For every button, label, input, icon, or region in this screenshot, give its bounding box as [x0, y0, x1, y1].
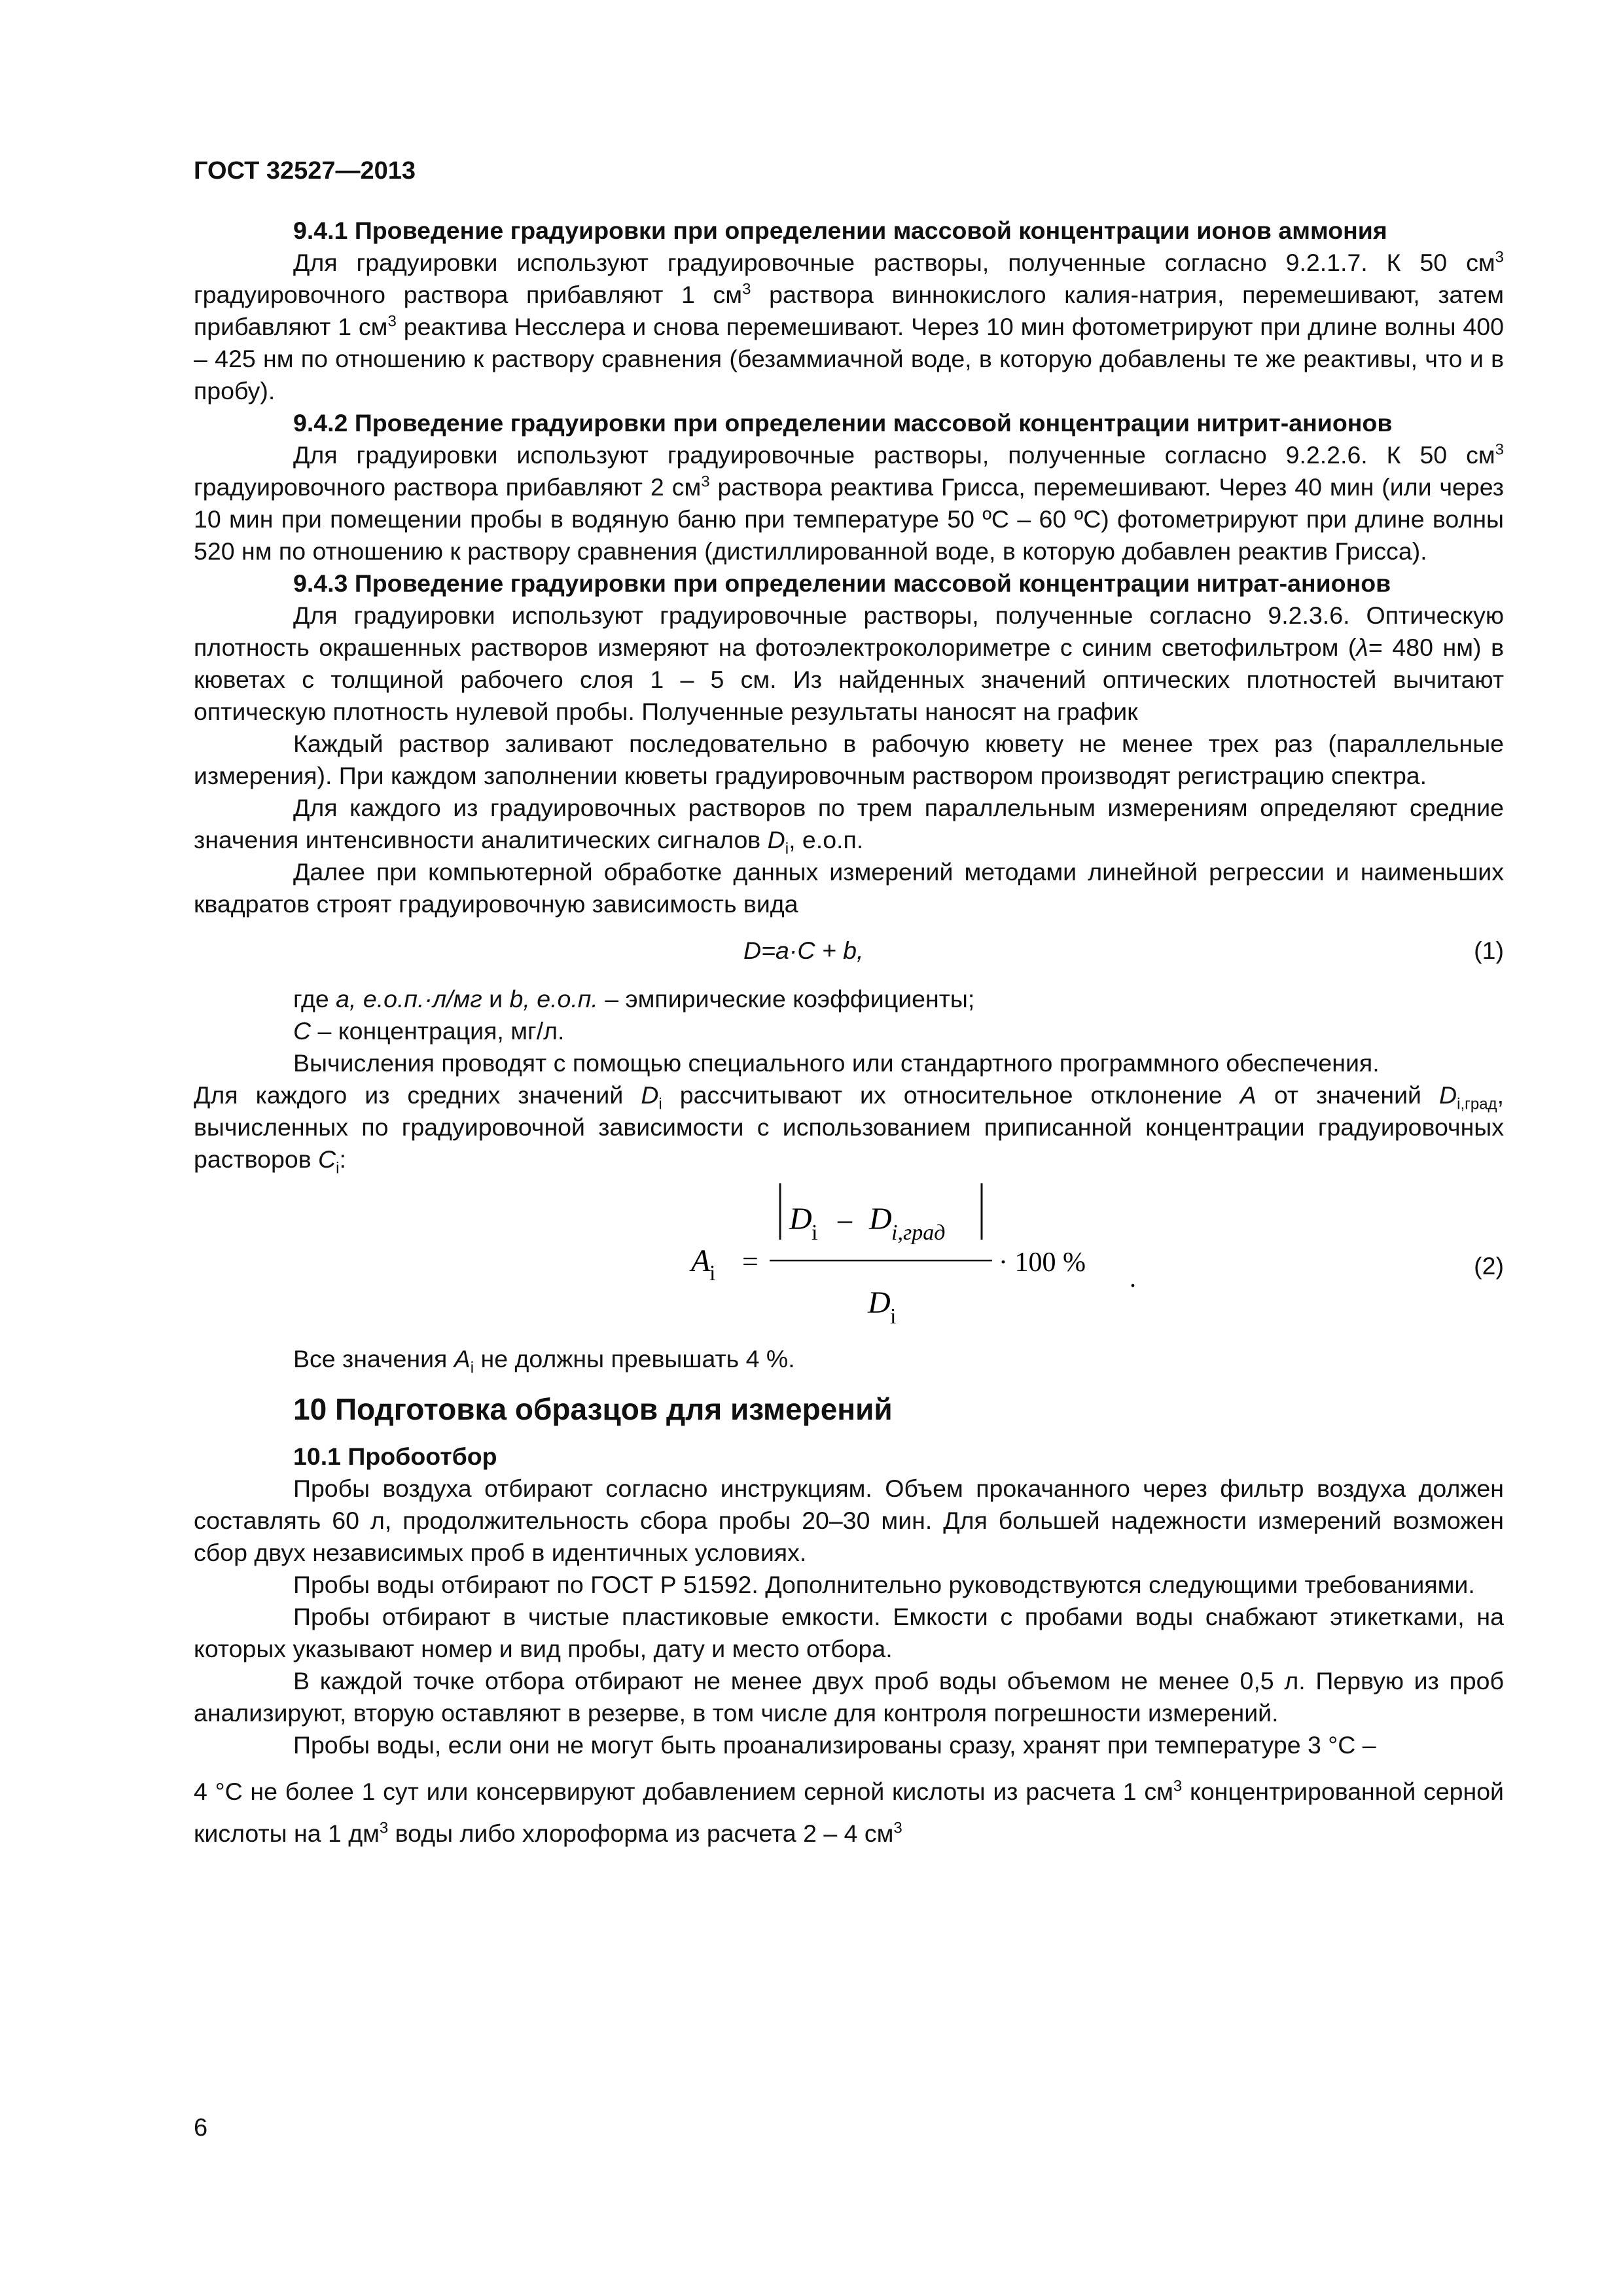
- paragraph-storage: Пробы воды, если они не могут быть проанализированы сразу, хранят при температуре 3 °С –: [293, 1731, 1376, 1759]
- superscript: 3: [1495, 440, 1504, 459]
- formula-2-lhs: A: [691, 1244, 711, 1278]
- page-content: [194, 215, 1504, 1854]
- text: Для градуировки используют градуировочные растворы, полученные согласно 9.2.3.6. Оптическую плотность окрашенных растворов измеряют на фотоэлектроколориметре с синим светофильтром (: [194, 601, 1504, 661]
- paragraph-containers: Пробы отбирают в чистые пластиковые емкости. Емкости с пробами воды снабжают этикетками, на которых указывают номер и вид пробы, дату и место отбора.: [194, 1603, 1504, 1662]
- formula-2-den-d: D: [868, 1285, 891, 1320]
- superscript: 3: [387, 312, 397, 331]
- heading-9-4-3: 9.4.3 Проведение градуировки при определении массовой концентрации нитрат-анионов: [293, 569, 1391, 597]
- formula-2-multiplier: · 100 %: [999, 1247, 1086, 1278]
- text: = 480 нм) в кюветах с толщиной рабочего слоя 1 – 5 см. Из найденных значений оптических плотностей вычитают оптическую плотность нулевой пробы. Полученные результаты наносят на график: [194, 634, 1504, 725]
- text: Для каждого из градуировочных растворов по трем параллельным измерениям определяют средние значения интенсивности аналитических сигналов: [194, 794, 1504, 853]
- symbol-d: D: [641, 1081, 659, 1109]
- formula-2-num-sub1: i: [812, 1221, 818, 1245]
- text: раствора реактива Грисса, перемешивают. Через 40 мин (или через 10 мин при помещении пробы в водяную баню при температуре 50 ºС – 60 ºС) фотометрируют при длине волны 520 нм по отношению к раствору сравнения (дистиллированной воде, в которую добавлен реактив Грисса).: [194, 473, 1504, 565]
- text-italic: b, е.о.п.: [509, 985, 598, 1013]
- text: не должны превышать 4 %.: [474, 1345, 795, 1372]
- subsection-10-1-title: 10.1 Пробоотбор: [293, 1443, 497, 1470]
- paragraph-deviation: [194, 1079, 1504, 1175]
- formula-2-num-d2: D: [869, 1202, 892, 1236]
- subscript: i,град: [1457, 1095, 1497, 1113]
- text: раствора виннокислого калия-натрия, перемешивают, затем прибавляют 1 см: [194, 281, 1504, 340]
- lambda-symbol: λ: [1356, 634, 1368, 661]
- symbol-d: D: [1439, 1081, 1457, 1109]
- superscript: 3: [1173, 1777, 1183, 1795]
- formula-2-num-d1: D: [789, 1202, 812, 1236]
- paragraph-sampling-point: В каждой точке отбора отбирают не менее двух проб воды объемом не менее 0,5 л. Первую из проб анализируют, вторую оставляют в резерве, в том числе для контроля погрешности измерений.: [194, 1667, 1504, 1727]
- text: Для градуировки используют градуировочные растворы, полученные согласно 9.2.1.7. К 50 см: [293, 249, 1495, 276]
- paragraph-where-coefficients: [194, 983, 1504, 1015]
- text: Для градуировки используют градуировочные растворы, полученные согласно 9.2.2.6. К 50 см: [293, 441, 1495, 469]
- heading-9-4-1: 9.4.1 Проведение градуировки при определении массовой концентрации ионов аммония: [293, 217, 1387, 244]
- formula-2-minus: –: [838, 1204, 852, 1236]
- paragraph-all-values: [194, 1343, 1504, 1375]
- paragraph-software: Вычисления проводят с помощью специального или стандартного программного обеспечения.: [293, 1049, 1380, 1077]
- formula-2-lhs-subscript: i: [709, 1261, 716, 1285]
- text: – концентрация, мг/л.: [311, 1017, 565, 1045]
- text: и: [482, 985, 510, 1013]
- symbol-d: D: [767, 826, 785, 853]
- symbol-c: С: [318, 1145, 336, 1173]
- paragraph-where-concentration: [194, 1015, 1504, 1047]
- text: Все значения: [293, 1345, 454, 1372]
- superscript: 3: [893, 1819, 902, 1837]
- text: , е.о.п.: [789, 826, 864, 853]
- text: Для каждого из средних значений: [194, 1081, 641, 1109]
- text: градуировочного раствора прибавляют 1 см: [194, 281, 743, 308]
- page-number: 6: [194, 2114, 208, 2142]
- paragraph-mean-values: [194, 792, 1504, 856]
- text: градуировочного раствора прибавляют 2 см: [194, 473, 702, 501]
- formula-2: [194, 1175, 1504, 1343]
- paragraph-9-4-2: [194, 439, 1504, 567]
- text: где: [293, 985, 336, 1013]
- symbol-a: А: [1240, 1081, 1257, 1109]
- formula-2-number: (2): [1474, 1252, 1504, 1280]
- superscript: 3: [1495, 248, 1504, 266]
- paragraph-9-4-1: [194, 247, 1504, 407]
- document-code: ГОСТ 32527—2013: [194, 157, 416, 185]
- text: реактива Несслера и снова перемешивают. Через 10 мин фотометрируют при длине волны 400 – 425 нм по отношению к раствору сравнения (безаммиачной воде, в которую добавлены те же реактивы, что и в пробу).: [194, 313, 1504, 404]
- paragraph-regression: Далее при компьютерной обработке данных измерений методами линейной регрессии и наименьших квадратов строят градуировочную зависимость вида: [194, 858, 1504, 918]
- formula-2-svg: [194, 1175, 1372, 1343]
- text: :: [339, 1145, 346, 1173]
- text: воды либо хлороформа из расчета 2 – 4 см: [388, 1820, 894, 1847]
- paragraph-parallel-measurements: Каждый раствор заливают последовательно в рабочую кювету не менее трех раз (параллельные измерения). При каждом заполнении кюветы градуировочным раствором производят регистрацию спектра.: [194, 730, 1504, 789]
- superscript: 3: [742, 280, 751, 298]
- superscript: 3: [701, 473, 710, 491]
- text: 4 °С не более 1 сут или консервируют добавлением серной кислоты из расчета 1 см: [194, 1778, 1173, 1805]
- text: от значений: [1256, 1081, 1440, 1109]
- paragraph-air-samples: Пробы воздуха отбирают согласно инструкциям. Объем прокачанного через фильтр воздуха должен составлять 60 л, продолжительность сбора пробы 20–30 мин. Для большей надежности измерений возможен сбор двух независимых проб в идентичных условиях.: [194, 1475, 1504, 1566]
- subscript: i: [658, 1095, 662, 1113]
- subscript: i: [336, 1159, 340, 1177]
- formula-2-equals: =: [742, 1246, 758, 1278]
- symbol-c: С: [293, 1017, 312, 1045]
- text-italic: а, е.о.п.·л/мг: [336, 985, 482, 1013]
- paragraph-preservation: [194, 1770, 1504, 1854]
- text: , вычисленных по градуировочной зависимости с использованием приписанной концентрации градуировочных растворов: [194, 1081, 1504, 1173]
- formula-2-dot: .: [1130, 1263, 1136, 1293]
- text: рассчитывают их относительное отклонение: [662, 1081, 1240, 1109]
- formula-1: [194, 920, 1504, 983]
- text: концентрированной серной кислоты на 1 дм: [194, 1778, 1504, 1847]
- formula-1-number: (1): [1474, 937, 1504, 964]
- formula-2-den-sub: i: [890, 1304, 897, 1329]
- section-10-title: 10 Подготовка образцов для измерений: [293, 1392, 893, 1426]
- heading-9-4-2: 9.4.2 Проведение градуировки при определении массовой концентрации нитрит-анионов: [293, 409, 1393, 437]
- symbol-a: А: [454, 1345, 471, 1372]
- text: – эмпирические коэффициенты;: [597, 985, 975, 1013]
- paragraph-9-4-3: [194, 600, 1504, 728]
- superscript: 3: [379, 1819, 389, 1837]
- formula-2-num-sub2: i,град: [891, 1221, 946, 1245]
- paragraph-water-samples: Пробы воды отбирают по ГОСТ Р 51592. Дополнительно руководствуются следующими требованиями.: [293, 1571, 1475, 1598]
- formula-1-expression: D=a·C + b,: [743, 937, 864, 964]
- subscript: i: [470, 1359, 474, 1377]
- subscript: i: [785, 840, 789, 858]
